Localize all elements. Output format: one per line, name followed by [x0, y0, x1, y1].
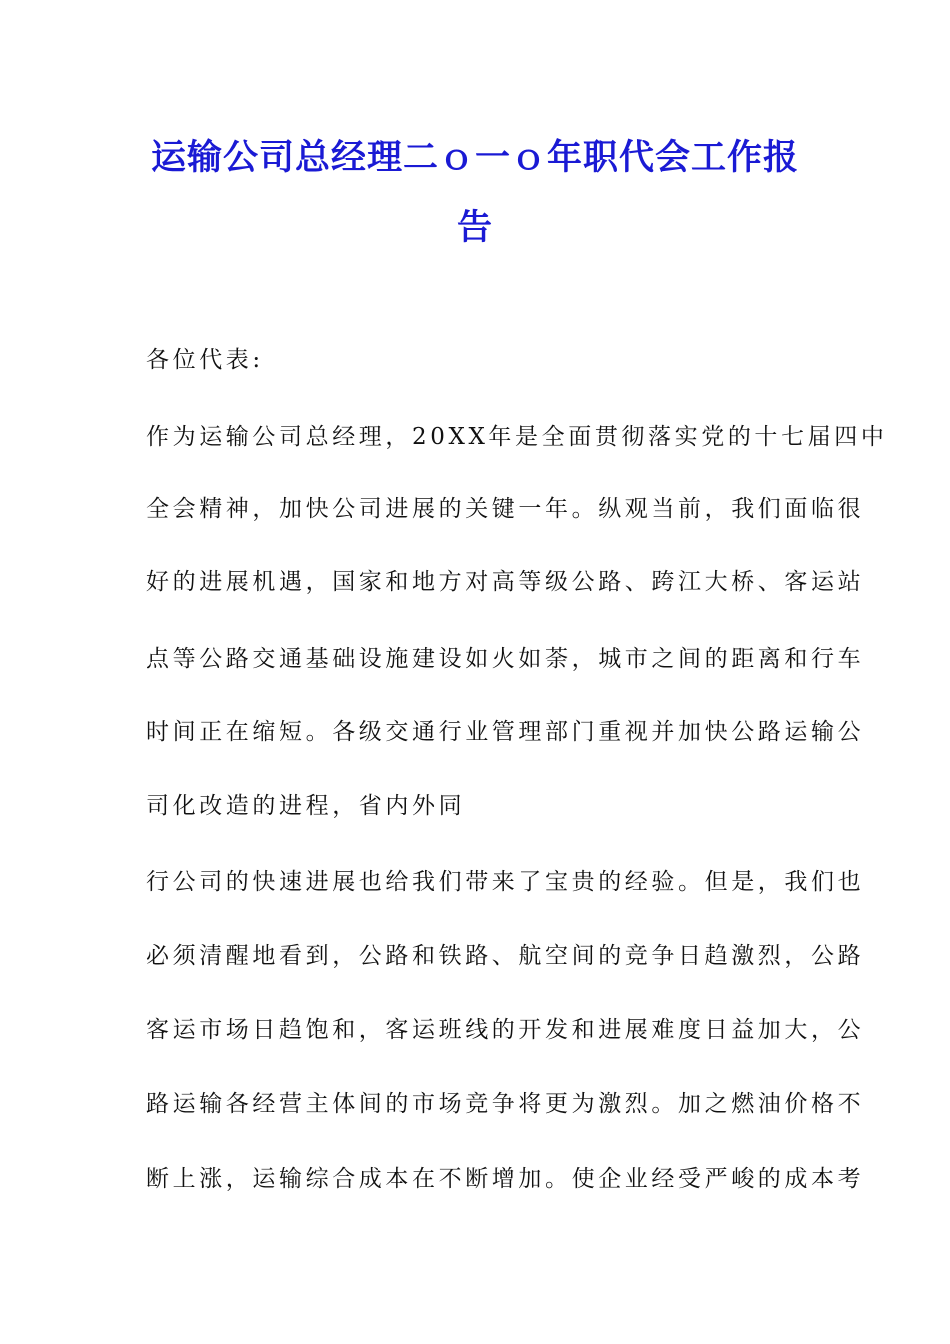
salutation: 各位代表: — [146, 347, 264, 373]
paragraph-2-line-5: 断上涨，运输综合成本在不断增加。使企业经受严峻的成本考 — [146, 1166, 865, 1192]
paragraph-1-line-4: 点等公路交通基础设施建设如火如荼，城市之间的距离和行车 — [146, 646, 865, 672]
paragraph-1-line-6: 司化改造的进程，省内外同 — [146, 793, 466, 819]
paragraph-1-line-3: 好的进展机遇，国家和地方对高等级公路、跨江大桥、客运站 — [146, 569, 865, 595]
paragraph-1-line-5: 时间正在缩短。各级交通行业管理部门重视并加快公路运输公 — [146, 719, 865, 745]
paragraph-1-line-2: 全会精神，加快公司进展的关键一年。纵观当前，我们面临很 — [146, 496, 865, 522]
paragraph-2-line-3: 客运市场日趋饱和，客运班线的开发和进展难度日益加大，公 — [146, 1017, 865, 1043]
document-title-line-2: 告 — [456, 208, 493, 248]
paragraph-2-line-1: 行公司的快速进展也给我们带来了宝贵的经验。但是，我们也 — [146, 869, 865, 895]
paragraph-2-line-2: 必须清醒地看到，公路和铁路、航空间的竞争日趋激烈，公路 — [146, 943, 865, 969]
document-title-line-1: 运输公司总经理二ｏ一ｏ年职代会工作报 — [150, 138, 799, 178]
paragraph-1-line-1: 作为运输公司总经理，20XX年是全面贯彻落实党的十七届四中 — [146, 424, 888, 450]
paragraph-2-line-4: 路运输各经营主体间的市场竞争将更为激烈。加之燃油价格不 — [146, 1091, 865, 1117]
